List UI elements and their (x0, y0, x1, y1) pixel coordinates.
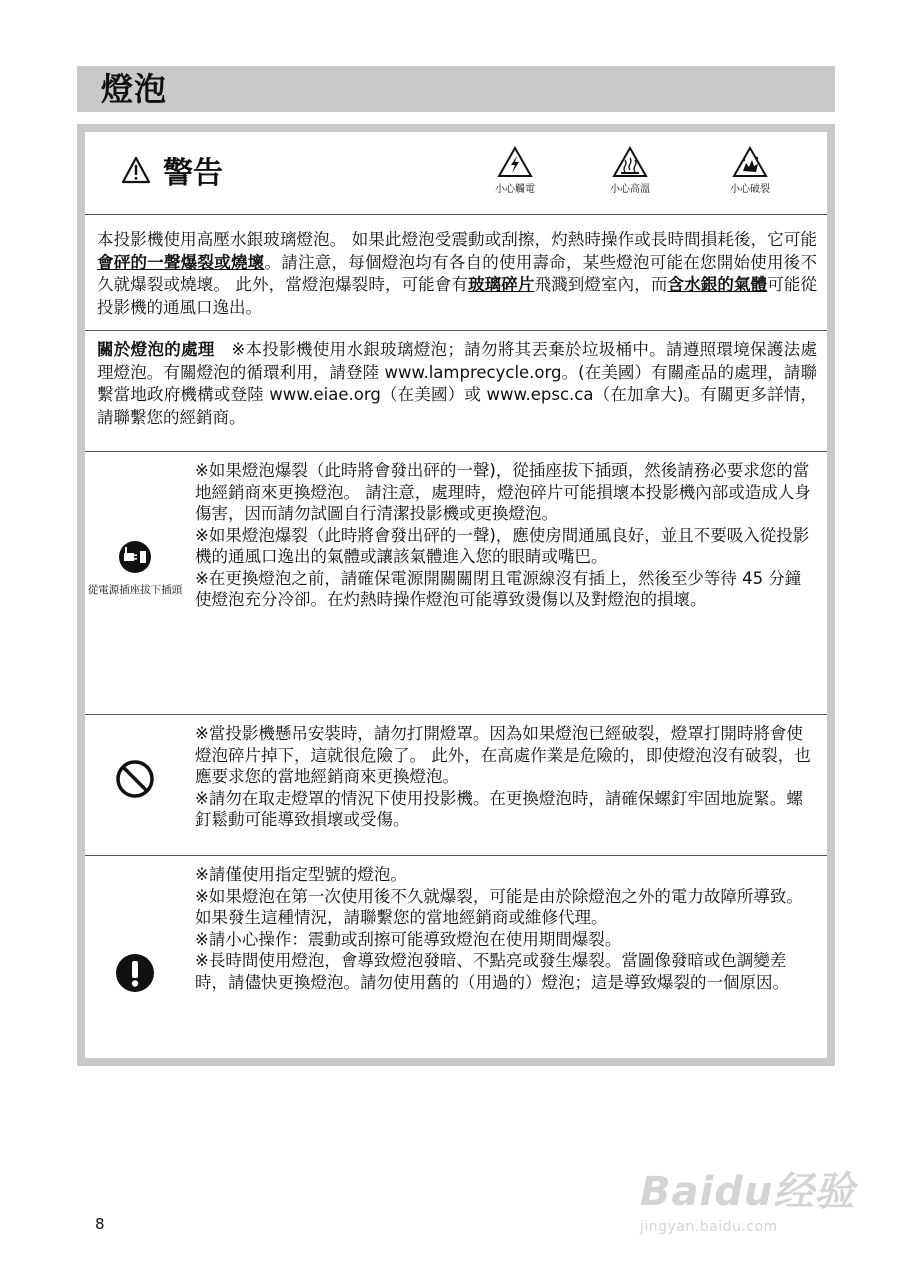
hazard-hot-label: 小心高溫 (610, 184, 650, 195)
unplug-icon-label: 從電源插座拔下插頭 (87, 584, 183, 596)
warning-triangle-icon (121, 156, 151, 184)
disposal-paragraph (97, 339, 817, 429)
intro-section (85, 215, 827, 330)
warning-box-frame (77, 124, 835, 1066)
warning-box (85, 132, 827, 1058)
unplug-item: ※如果燈泡爆裂（此時將會發出砰的一聲)，從插座拔下插頭，然後請務必要求您的當地經銷商來更換燈泡。 請注意，處理時，燈泡碎片可能損壞本投影機內部或造成人身傷害，因而請勿試圖自行清潔投影機或更換燈泡。 (195, 461, 811, 523)
unplug-icon-column (85, 540, 185, 597)
unplug-item: ※在更換燈泡之前，請確保電源開關關閉且電源線沒有插上，然後至少等待 45 分鐘使燈泡充分冷卻。在灼熱時操作燈泡可能導致燙傷以及對燈泡的損壞。 (195, 568, 802, 609)
intro-emphasis-gas: 含水銀的氣體 (667, 275, 768, 294)
disposal-text: ※本投影機使用水銀玻璃燈泡；請勿將其丟棄於垃圾桶中。請遵照環境保護法處理燈泡。有關燈泡的循環利用，請登陸 www.lamprecycle.org。(在美國）有關產品的處理，請聯繫當地政府機構或登陸 www.eiae.org（在美國）或 www.epsc.ca（在加拿大)。有關更多詳情，請聯繫您的經銷商。 (97, 340, 817, 427)
unplug-icon (118, 540, 152, 574)
exclamation-icon (115, 953, 155, 993)
warning-heading-text: 警告 (163, 156, 223, 191)
intro-text-1: 本投影機使用高壓水銀玻璃燈泡。 如果此燈泡受震動或刮擦，灼熱時操作或長時間損耗後，它可能 (97, 230, 817, 249)
page-title: 燈泡 (77, 66, 835, 112)
hazard-hot (590, 146, 670, 195)
intro-text-4: 可能從投影機的通風口逸出。 (97, 275, 818, 317)
mandatory-item: ※長時間使用燈泡，會導致燈泡發暗、不點亮或發生爆裂。當圖像發暗或色調變差時，請儘快更換燈泡。請勿使用舊的（用過的）燈泡；這是導致爆裂的一個原因。 (195, 951, 789, 992)
prohibited-item: ※請勿在取走燈罩的情況下使用投影機。在更換燈泡時，請確保螺釘牢固地旋緊。螺釘鬆動可能導致損壞或受傷。 (195, 788, 803, 829)
hazard-electric (475, 146, 555, 195)
unplug-item: ※如果燈泡爆裂（此時將會發出砰的一聲)，應使房間通風良好，並且不要吸入從投影機的通風口逸出的氣體或讓該氣體進入您的眼睛或嘴巴。 (195, 525, 810, 566)
intro-paragraph (97, 229, 817, 319)
unplug-section (85, 452, 827, 714)
disposal-heading: 關於燈泡的處理 (97, 340, 215, 359)
mandatory-section (85, 856, 827, 1058)
intro-text-3: 飛濺到燈室內，而 (534, 275, 668, 294)
intro-text-2: 。請注意，每個燈泡均有各自的使用壽命，某些燈泡可能在您開始使用後不久就爆裂或燒壞。 此外，當燈泡爆裂時，可能會有 (97, 252, 817, 294)
intro-emphasis-burst: 會砰的一聲爆裂或燒壞 (97, 252, 265, 272)
mandatory-item: ※如果燈泡在第一次使用後不久就爆裂，可能是由於除燈泡之外的電力故障所導致。如果發生這種情況，請聯繫您的當地經銷商或維修代理。 (195, 886, 803, 927)
watermark-brand: Baidu经验 (640, 1169, 856, 1215)
intro-emphasis-glass: 玻璃碎片 (468, 275, 535, 294)
disposal-section (85, 331, 827, 451)
mandatory-text (195, 864, 817, 993)
hot-surface-icon (612, 146, 648, 178)
warning-title (121, 148, 223, 192)
prohibited-item: ※當投影機懸吊安裝時，請勿打開燈罩。因為如果燈泡已經破裂，燈罩打開時將會使燈泡碎片掉下，這就很危險了。 此外，在高處作業是危險的，即使燈泡沒有破裂，也應要求您的當地經銷商來更換燈泡。 (195, 724, 811, 786)
watermark-url: jingyan.baidu.com (640, 1219, 778, 1235)
explosion-icon (732, 146, 768, 178)
page-number: 8 (95, 1215, 105, 1233)
prohibited-icon (115, 759, 155, 799)
mandatory-item: ※請僅使用指定型號的燈泡。 (195, 865, 407, 884)
mandatory-icon-column (85, 953, 185, 997)
warning-header (85, 132, 827, 214)
prohibited-section (85, 715, 827, 855)
electric-shock-icon (497, 146, 533, 178)
hazard-burst (710, 146, 790, 195)
mandatory-item: ※請小心操作：震動或刮擦可能導致燈泡在使用期間爆裂。 (195, 929, 622, 949)
prohibited-text (195, 723, 817, 831)
hazard-electric-label: 小心觸電 (495, 184, 535, 195)
unplug-text (195, 460, 817, 611)
hazard-burst-label: 小心破裂 (730, 184, 770, 195)
baidu-watermark (640, 1160, 870, 1250)
prohibited-icon-column (85, 759, 185, 803)
